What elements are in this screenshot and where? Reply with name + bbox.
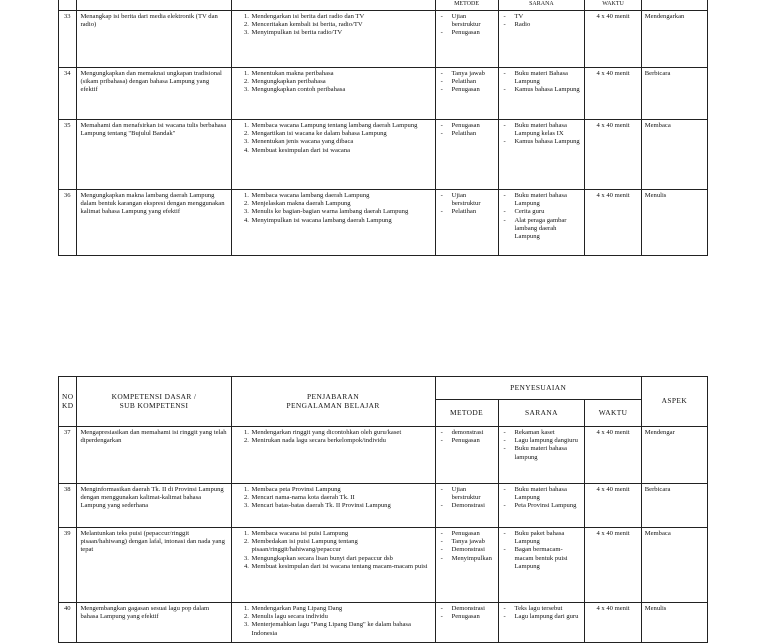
kompetensi-cell: Mengapresiasikan dan memahami isi ringgit yang telah diperdengarkan (77, 427, 231, 484)
penjabaran-item: 3. Mengungkapkan secara lisan bunyi dari pepaccur dsb (251, 555, 432, 563)
penjabaran-item: 3. Mencari batas-batas daerah Tk. II Provinsi Lampung (251, 502, 432, 510)
penjabaran-list (235, 486, 432, 511)
sarana-cell (498, 603, 585, 643)
metode-cell-list (439, 429, 495, 445)
waktu-cell: 4 x 40 menit (585, 68, 641, 120)
kompetensi-cell: Mengungkapkan makna lambang daerah Lampung dalam bentuk karangan ekspresi dengan menggunakan kalimat bahasa Lampung yang efektif (77, 190, 231, 256)
header-waktu: WAKTU (585, 400, 641, 427)
metode-cell-list (439, 70, 495, 95)
header-kompetensi (77, 377, 231, 427)
metode-cell-item: - Demonstrasi (439, 605, 495, 613)
aspek-cell: Berbicara (641, 484, 707, 528)
aspek-cell: Membaca (641, 528, 707, 603)
metode-cell (435, 484, 498, 528)
header-waktu-cut: WAKTU (585, 0, 641, 11)
metode-cell (435, 603, 498, 643)
sarana-cell-item: - Bagan bermacam-macam bentuk puisi Lampung (502, 546, 582, 571)
table-row (59, 190, 708, 256)
metode-cell (435, 190, 498, 256)
header-metode-cut: METODE (435, 0, 498, 11)
metode-cell (435, 427, 498, 484)
metode-cell-list (439, 122, 495, 138)
penjabaran-cell (231, 427, 435, 484)
penjabaran-item: 2. Mengungkapkan peribahasa (251, 78, 432, 86)
row-number: 34 (59, 68, 77, 120)
penjabaran-item: 2. Mencari nama-nama kota daerah Tk. II (251, 494, 432, 502)
sarana-cell-item: - Peta Provinsi Lampung (502, 502, 582, 510)
metode-cell (435, 68, 498, 120)
sarana-cell-item: - Rekaman kaset (502, 429, 582, 437)
sarana-cell (498, 528, 585, 603)
metode-cell-item: - Pelatihan (439, 78, 495, 86)
metode-cell-item: - Demonstrasi (439, 546, 495, 554)
sarana-cell-item: - Buku materi bahasa lampung (502, 445, 582, 461)
sarana-cell-item: - Teks lagu tersebut (502, 605, 582, 613)
metode-cell-item: - Tanya jawab (439, 538, 495, 546)
penjabaran-item: 1. Mendengarkan ringgit yang dicontohkan oleh guru/kaset (251, 429, 432, 437)
penjabaran-item: 3. Menyimpulkan isi berita radio/TV (251, 29, 432, 37)
sarana-cell (498, 11, 585, 68)
penjabaran-list (235, 605, 432, 638)
penjabaran-item: 1. Mendengarkan Pang Lipang Dang (251, 605, 432, 613)
metode-cell-list (439, 605, 495, 621)
sarana-cell-item: - Buku paket bahasa Lampung (502, 530, 582, 546)
metode-cell (435, 120, 498, 190)
sarana-cell-list (502, 429, 582, 462)
penjabaran-item: 2. Menceritakan kembali isi berita, radio/TV (251, 21, 432, 29)
sarana-cell-item: - Kamus bahasa Lampung (502, 138, 582, 146)
waktu-cell: 4 x 40 menit (585, 11, 641, 68)
metode-cell-item: - Ujian (439, 192, 495, 200)
sarana-cell-list (502, 605, 582, 621)
sarana-cell-list (502, 192, 582, 241)
metode-cell-item: - Penugasan (439, 530, 495, 538)
penjabaran-item: 4. Menyimpulkan isi wacana lambang daerah Lampung (251, 217, 432, 225)
metode-cell-item: berstruktur (451, 200, 481, 208)
sarana-cell-item: - Lagu lampung dangiuru (502, 437, 582, 445)
aspek-cell: Membaca (641, 120, 707, 190)
metode-cell-item: - Pelatihan (439, 130, 495, 138)
table-row (59, 603, 708, 643)
waktu-cell: 4 x 40 menit (585, 427, 641, 484)
header-aspek: ASPEK (641, 377, 707, 427)
header-no-kd (59, 377, 77, 427)
sarana-cell-list (502, 122, 582, 147)
penjabaran-item: 1. Membaca wacana isi puisi Lampung (251, 530, 432, 538)
row-number: 33 (59, 11, 77, 68)
penjabaran-item: 4. Membuat kesimpulan dari isi wacana (251, 147, 432, 155)
kompetensi-cell: Menginformasikan daerah Tk. II di Provinsi Lampung dengan menggunakan kalimat-kalimat bahasa Lampung yang sederhana (77, 484, 231, 528)
penjabaran-item: 3. Menulis ke bagian-bagian warna lambang daerah Lampung (251, 208, 432, 216)
sarana-cell (498, 484, 585, 528)
sarana-cell (498, 427, 585, 484)
aspek-cell: Mendengar (641, 427, 707, 484)
sarana-cell-item: - Buku materi bahasa Lampung kelas IX (502, 122, 582, 138)
penjabaran-list (235, 122, 432, 155)
penjabaran-list (235, 530, 432, 571)
metode-cell (435, 528, 498, 603)
sarana-cell-list (502, 530, 582, 571)
sarana-cell-item: - Buku materi bahasa Lampung (502, 192, 582, 208)
penjabaran-cell (231, 190, 435, 256)
sarana-cell-list (502, 13, 582, 29)
aspek-cell: Menulis (641, 603, 707, 643)
metode-cell-item: - demonstrasi (439, 429, 495, 437)
table-row (59, 11, 708, 68)
aspek-cell: Mendengarkan (641, 11, 707, 68)
penjabaran-item: 1. Mendengarkan isi berita dari radio dan TV (251, 13, 432, 21)
penjabaran-list (235, 70, 432, 95)
penjabaran-item: 3. Mengungkapkan contoh peribahasa (251, 86, 432, 94)
metode-cell-item: - Penugasan (439, 86, 495, 94)
aspek-cell: Berbicara (641, 68, 707, 120)
sarana-cell-item: - Buku materi bahasa Lampung (502, 486, 582, 502)
metode-cell-item: - Penugasan (439, 29, 495, 37)
header-penjabaran (231, 377, 435, 427)
penjabaran-item: 2. Mengartikan isi wacana ke dalam bahasa Lampung (251, 130, 432, 138)
metode-cell-item: - Ujian (439, 13, 495, 21)
metode-cell-item: - Pelatihan (439, 208, 495, 216)
waktu-cell: 4 x 40 menit (585, 484, 641, 528)
sarana-cell-item: - Kamus bahasa Lampung (502, 86, 582, 94)
penjabaran-item: 1. Membaca peta Provinsi Lampung (251, 486, 432, 494)
sarana-cell-item: - TV (502, 13, 582, 21)
penjabaran-item: 2. Menjelaskan makna daerah Lampung (251, 200, 432, 208)
table-row (59, 120, 708, 190)
metode-cell-item: berstruktur (451, 494, 481, 502)
kompetensi-cell: Mengungkapkan dan memaknai ungkapan tradisional (sikam pribahasa) dengan bahasa Lampung yang efektif (77, 68, 231, 120)
table-row (59, 528, 708, 603)
aspek-cell: Menulis (641, 190, 707, 256)
header-kd: KD (62, 400, 74, 410)
penjabaran-item: 4. Membuat kesimpulan dari isi wacana tentang macam-macam puisi (251, 563, 432, 571)
header-penjabaran-line1: PENJABARAN (307, 392, 360, 402)
penjabaran-item: 2. Menulis lagu secara individu (251, 613, 432, 621)
header-kompetensi-line2: SUB KOMPETENSI (119, 400, 189, 410)
penjabaran-item: 1. Membaca wacana Lampung tentang lambang daerah Lampung (251, 122, 432, 130)
header-penjabaran-line2: PENGALAMAN BELAJAR (286, 400, 380, 410)
sarana-cell-item: - Cerita guru (502, 208, 582, 216)
row-number: 37 (59, 427, 77, 484)
table-header-row-1 (59, 377, 708, 400)
penjabaran-list (235, 13, 432, 38)
waktu-cell: 4 x 40 menit (585, 603, 641, 643)
penjabaran-cell (231, 120, 435, 190)
header-penyesuaian: PENYESUAIAN (435, 377, 641, 400)
header-metode: METODE (435, 400, 498, 427)
sarana-cell-item: - Buku materi Bahasa Lampung (502, 70, 582, 86)
sarana-cell (498, 120, 585, 190)
table-header-remnant (59, 0, 708, 11)
header-kompetensi-line1: KOMPETENSI DASAR / (111, 392, 197, 402)
penjabaran-cell (231, 528, 435, 603)
metode-cell-item: - Penugasan (439, 613, 495, 621)
kompetensi-cell: Memahami dan menafsirkan isi wacana tulis berbahasa Lampung tentang "Bujulul Bandak" (77, 120, 231, 190)
waktu-cell: 4 x 40 menit (585, 190, 641, 256)
metode-cell-item: - Penugasan (439, 437, 495, 445)
header-sarana: SARANA (498, 400, 585, 427)
penjabaran-cell (231, 603, 435, 643)
penjabaran-item: 3. Menterjemahkan lagu "Pang Lipang Dang" ke dalam bahasa Indonesia (251, 621, 432, 637)
penjabaran-item: 3. Menentukan jenis wacana yang dibaca (251, 138, 432, 146)
table-row (59, 68, 708, 120)
metode-cell-list (439, 530, 495, 563)
penjabaran-item: 2. Membedakan isi puisi Lampung tentang pisaan/ringgit/hahiwang/pepaccur (251, 538, 432, 554)
metode-cell-item: berstruktur (451, 21, 481, 29)
metode-cell-item: - Ujian (439, 486, 495, 494)
sarana-cell-list (502, 486, 582, 511)
sarana-cell-item: - Alat peraga gambar lambang daerah Lampung (502, 217, 582, 242)
sarana-cell (498, 190, 585, 256)
table-row (59, 484, 708, 528)
penjabaran-item: 1. Menentukan makna peribahasa (251, 70, 432, 78)
metode-cell-list (439, 13, 495, 38)
header-sarana-cut: SARANA (498, 0, 585, 11)
row-number: 35 (59, 120, 77, 190)
penjabaran-cell (231, 484, 435, 528)
sarana-cell-list (502, 70, 582, 95)
metode-cell-item: - Tanya jawab (439, 70, 495, 78)
penjabaran-cell (231, 11, 435, 68)
kompetensi-cell: Menangkap isi berita dari media elektronik (TV dan radio) (77, 11, 231, 68)
row-number: 36 (59, 190, 77, 256)
kompetensi-cell: Melantunkan teks puisi (pepaccur/ringgit pisaan/hahiwang) dengan lafal, intonasi dan nada yang tepat (77, 528, 231, 603)
penjabaran-item: 1. Membaca wacana lambang daerah Lampung (251, 192, 432, 200)
penjabaran-item: 2. Menirukan nada lagu secara berkelompok/individu (251, 437, 432, 445)
sarana-cell-item: - Radio (502, 21, 582, 29)
row-number: 39 (59, 528, 77, 603)
penjabaran-cell (231, 68, 435, 120)
sarana-cell-item: - Lagu lampung dari guru (502, 613, 582, 621)
kompetensi-cell: Mengembangkan gagasan sesuai lagu pop dalam bahasa Lampung yang efektif (77, 603, 231, 643)
metode-cell-list (439, 486, 495, 511)
waktu-cell: 4 x 40 menit (585, 528, 641, 603)
syllabus-table-bottom (58, 376, 708, 643)
row-number: 40 (59, 603, 77, 643)
metode-cell-item: - Penugasan (439, 122, 495, 130)
penjabaran-list (235, 429, 432, 445)
metode-cell-item: - Menyimpulkan (439, 555, 495, 563)
sarana-cell (498, 68, 585, 120)
row-number: 38 (59, 484, 77, 528)
header-no: NO (62, 392, 74, 402)
metode-cell-list (439, 192, 495, 217)
syllabus-table-top (58, 0, 708, 256)
metode-cell-item: - Demonstrasi (439, 502, 495, 510)
metode-cell (435, 11, 498, 68)
table-row (59, 427, 708, 484)
waktu-cell: 4 x 40 menit (585, 120, 641, 190)
penjabaran-list (235, 192, 432, 225)
